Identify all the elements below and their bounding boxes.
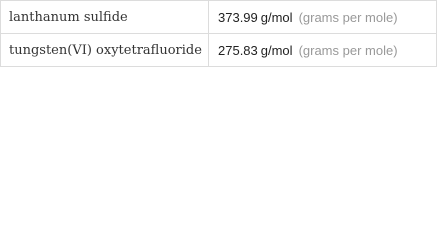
compound-name-cell — [1, 1, 209, 34]
molar-mass-value: 275.83 — [218, 43, 258, 58]
molar-mass-table — [0, 0, 437, 67]
molar-mass-cell — [209, 1, 436, 34]
unit-description: (grams per mole) — [298, 43, 398, 58]
unit-description: (grams per mole) — [298, 9, 398, 25]
molar-mass-value: 373.99 — [218, 9, 258, 25]
molar-mass-unit: g/mol — [260, 43, 293, 58]
molar-mass-unit: g/mol — [260, 9, 293, 25]
compound-name: lanthanum sulfide — [9, 9, 128, 25]
compound-name: tungsten(VI) oxytetrafluoride — [9, 43, 202, 58]
molar-mass-cell — [209, 34, 436, 67]
compound-name-cell — [1, 34, 209, 67]
